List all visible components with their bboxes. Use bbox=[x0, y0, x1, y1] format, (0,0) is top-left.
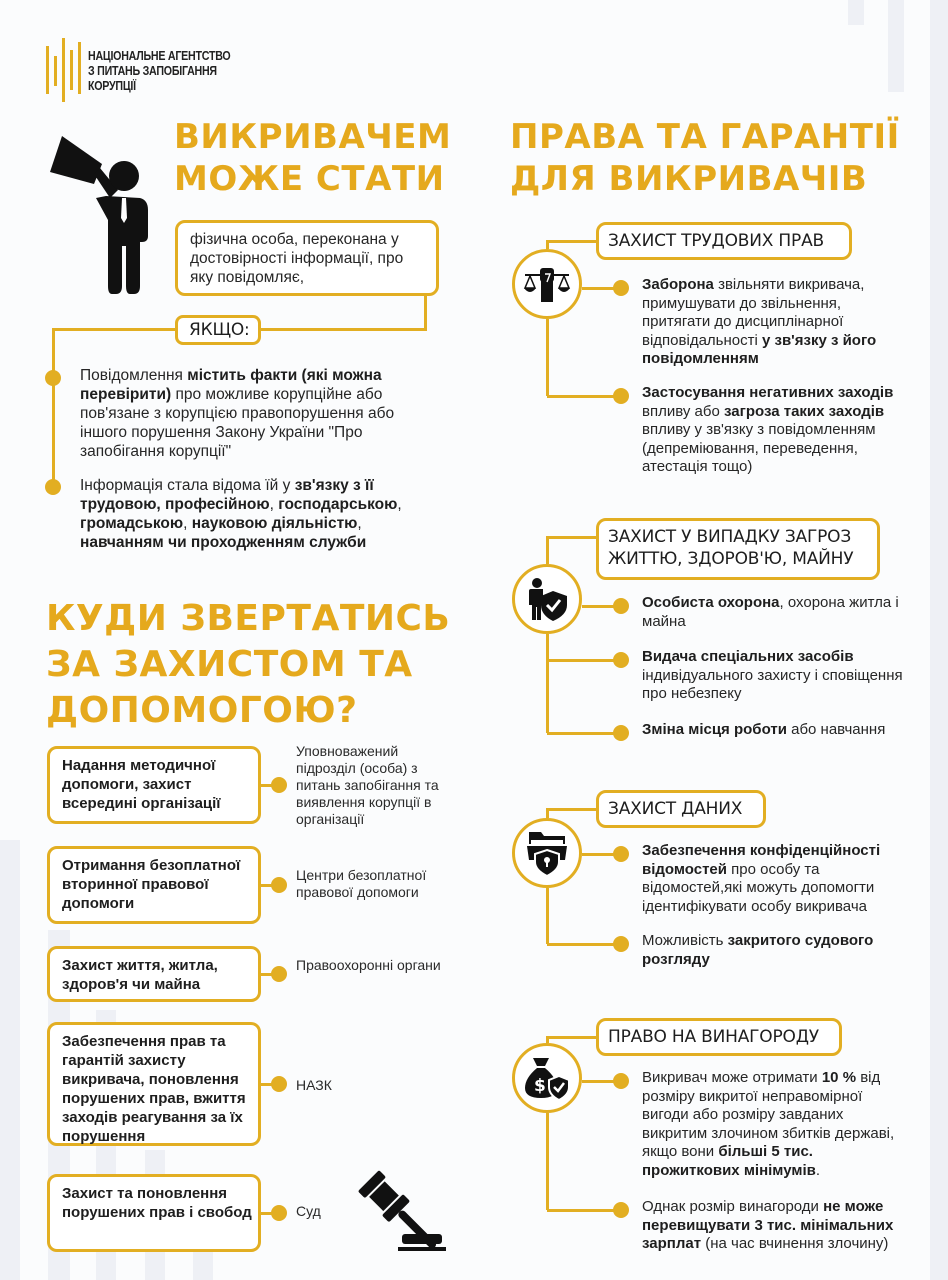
text: . bbox=[815, 1161, 821, 1179]
section-title: ЗАХИСТ ДАНИХ bbox=[608, 799, 743, 819]
connector-line bbox=[546, 888, 549, 944]
icon-circle bbox=[512, 564, 582, 634]
bold-text: не може перевищувати 3 тис. мінімальних зарплат bbox=[642, 1198, 894, 1252]
bullet-dot bbox=[613, 936, 629, 952]
need-text: Захист життя, житла, здоров'я чи майна bbox=[62, 957, 218, 993]
connector-line bbox=[424, 296, 427, 330]
text: впливу у зв'язку з повідомленням (депреміювання, переведення, атестація тощо) bbox=[642, 421, 876, 475]
connector-line bbox=[547, 395, 620, 398]
text: Інформація стала відома їй у bbox=[80, 477, 295, 494]
who-title: ВИКРИВАЧЕМ МОЖЕ СТАТИ bbox=[174, 117, 452, 199]
bullet-dot bbox=[271, 1205, 287, 1221]
section-title: ЗАХИСТ ТРУДОВИХ ПРАВ bbox=[608, 231, 824, 251]
text: Однак розмір винагороди bbox=[642, 1198, 824, 1215]
icon-circle bbox=[512, 1043, 582, 1113]
text: , bbox=[397, 496, 402, 513]
bullet-dot bbox=[271, 966, 287, 982]
logo-text: НАЦІОНАЛЬНЕ АГЕНТСТВО З ПИТАНЬ ЗАПОБІГАННЯ КОРУПЦІЇ bbox=[88, 47, 231, 93]
right-item-text bbox=[642, 721, 910, 740]
connector-line bbox=[546, 536, 598, 539]
condition-text-2 bbox=[80, 476, 410, 552]
right-item-text bbox=[642, 276, 910, 369]
rights-title: ПРАВА ТА ГАРАНТІЇ ДЛЯ ВИКРИВАЧІВ bbox=[510, 117, 900, 199]
text: Повідомлення bbox=[80, 367, 188, 384]
bold-text: у зв'язку з його повідомленням bbox=[642, 331, 877, 367]
bullet-dot bbox=[613, 388, 629, 404]
connector-line bbox=[546, 319, 549, 396]
bg-stripe bbox=[930, 0, 948, 1280]
need-text: Надання методичної допомоги, захист всередині організації bbox=[62, 757, 221, 812]
text: , bbox=[357, 515, 362, 532]
connector-line bbox=[547, 943, 620, 946]
bold-text: навчанням чи проходженням служби bbox=[80, 534, 367, 551]
bg-stripe bbox=[0, 840, 20, 1280]
connector-line bbox=[546, 634, 549, 733]
where-title: КУДИ ЗВЕРТАТИСЬ ЗА ЗАХИСТОМ ТА ДОПОМОГОЮ? bbox=[46, 598, 451, 731]
text: , bbox=[269, 496, 279, 513]
right-item-text bbox=[642, 594, 910, 631]
bullet-dot bbox=[271, 877, 287, 893]
person-shield-icon bbox=[525, 577, 569, 621]
connector-line bbox=[547, 732, 620, 735]
right-item-text bbox=[642, 384, 910, 477]
organization-text: Центри безоплатної правової допомоги bbox=[296, 867, 427, 900]
bullet-dot bbox=[271, 777, 287, 793]
text: або навчання bbox=[786, 721, 886, 738]
icon-circle bbox=[512, 818, 582, 888]
text: викривача, примушувати до звільнення, притягати до дисциплінарної відповідальності bbox=[642, 276, 865, 349]
text: від розміру викритої неправомірної вигоди або розміру завданих викритим злочином збитків державі, якщо вони bbox=[642, 1069, 895, 1160]
text: , охорона житла і майна bbox=[642, 594, 899, 630]
text: Викривач може отримати bbox=[642, 1069, 822, 1086]
bullet-dot bbox=[613, 1202, 629, 1218]
connector-line bbox=[260, 328, 427, 331]
bold-text: більші 5 тис. прожиткових мінімумів bbox=[642, 1143, 816, 1179]
folder-lock-icon bbox=[525, 830, 569, 876]
text: впливу або bbox=[642, 402, 724, 420]
bullet-dot bbox=[45, 370, 61, 386]
bullet-dot bbox=[271, 1076, 287, 1092]
bold-text: зв'язку з її трудовою, професійною bbox=[80, 477, 374, 513]
connector-line bbox=[546, 1113, 549, 1210]
organization-text: Уповноважений підрозділ (особа) з питань запобігання та виявлення корупції в організації bbox=[296, 743, 439, 827]
need-text: Захист та поновлення порушених прав і свобод bbox=[62, 1185, 252, 1221]
section-title: ЗАХИСТ У ВИПАДКУ ЗАГРОЗ ЖИТТЮ, ЗДОРОВ'Ю, МАЙНУ bbox=[608, 527, 854, 569]
icon-circle bbox=[512, 249, 582, 319]
bold-text: науковою діяльністю bbox=[191, 515, 358, 532]
connector-line bbox=[547, 1209, 620, 1212]
connector-line bbox=[547, 659, 620, 662]
text: звільняти bbox=[713, 276, 789, 293]
bold-text: закритого судового розгляду bbox=[642, 932, 874, 968]
bullet-dot bbox=[613, 598, 629, 614]
connector-line bbox=[52, 328, 178, 331]
condition-text-1 bbox=[80, 366, 410, 461]
svg-text:$: $ bbox=[534, 1076, 546, 1096]
section-title: ПРАВО НА ВИНАГОРОДУ bbox=[608, 1027, 819, 1047]
organization-text: Суд bbox=[296, 1203, 321, 1219]
bullet-dot bbox=[613, 846, 629, 862]
connector-line bbox=[546, 240, 598, 243]
gavel-icon bbox=[346, 1164, 446, 1254]
connector-line bbox=[546, 1036, 598, 1039]
organization-text: НАЗК bbox=[296, 1077, 332, 1093]
connector-line bbox=[546, 536, 549, 564]
bullet-dot bbox=[613, 652, 629, 668]
right-item-text bbox=[642, 648, 910, 704]
scales-fist-icon bbox=[523, 266, 571, 302]
organization-text: Правоохоронні органи bbox=[296, 957, 441, 973]
bg-stripe bbox=[848, 0, 864, 25]
text: про особу та відомостей,які можуть допомогти ідентифікувати особу викривача bbox=[642, 860, 875, 915]
right-item-text bbox=[642, 842, 910, 916]
logo-bars-icon bbox=[46, 38, 82, 102]
bg-stripe bbox=[888, 0, 904, 92]
bold-text: Забезпечення конфіденційності відомостей bbox=[642, 842, 881, 878]
if-label: ЯКЩО: bbox=[189, 320, 250, 340]
bold-text: Зміна місця роботи bbox=[642, 721, 787, 738]
bold-text: 10 % bbox=[821, 1069, 857, 1086]
connector-line bbox=[546, 808, 598, 811]
text: , bbox=[183, 515, 192, 532]
connector-line bbox=[52, 328, 55, 488]
need-text: Отримання безоплатної вторинної правової допомоги bbox=[62, 857, 241, 912]
bold-text: Заборона bbox=[642, 276, 714, 293]
right-item-text bbox=[642, 932, 910, 969]
text: Можливість bbox=[642, 932, 728, 949]
nazk-logo bbox=[46, 38, 262, 102]
bullet-dot bbox=[45, 479, 61, 495]
text: про можливе корупційне або пов'язане з корупцією правопорушення або іншого порушення Закону України "Про запобігання корупції" bbox=[80, 386, 395, 460]
text: індивідуального захисту і сповіщення про небезпеку bbox=[642, 666, 903, 702]
bullet-dot bbox=[613, 280, 629, 296]
bold-text: Видача спеціальних засобів bbox=[642, 648, 854, 665]
bold-text: громадською bbox=[80, 515, 184, 532]
bullet-dot bbox=[613, 1073, 629, 1089]
bullet-dot bbox=[613, 725, 629, 741]
need-text: Забезпечення прав та гарантій захисту викривача, поновлення порушених прав, вжиття заходів реагування за їх порушення bbox=[62, 1033, 246, 1145]
bold-text: господарською bbox=[278, 496, 398, 513]
money-bag-icon bbox=[523, 1056, 571, 1100]
right-item-text bbox=[642, 1069, 910, 1180]
bold-text: містить факти (які можна перевірити) bbox=[80, 367, 382, 403]
bold-text: Застосування негативних заходів bbox=[642, 384, 894, 401]
right-item-text bbox=[642, 1198, 910, 1254]
definition-text: фізична особа, переконана у достовірності інформації, про яку повідомляє, bbox=[190, 231, 404, 286]
text: (на час вчинення злочину) bbox=[701, 1235, 889, 1252]
bold-text: загроза таких заходів bbox=[723, 402, 885, 420]
megaphone-person-icon bbox=[44, 128, 154, 298]
bold-text: Особиста охорона bbox=[642, 594, 780, 611]
